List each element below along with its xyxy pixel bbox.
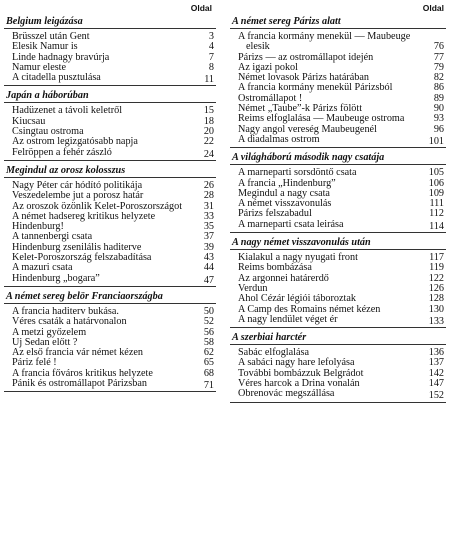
toc-entry-title: A marneparti sorsdöntő csata [238,167,357,179]
toc-entry-title: Brüsszel után Gent [12,31,90,42]
toc-entry-page-number: 93 [433,113,444,125]
toc-entry-title: A francia haditerv bukása. [12,305,119,317]
toc-entry-title: Elesik Namur is [12,41,78,53]
toc-entry-page-number: 119 [429,262,444,274]
toc-entry-page-number: 152 [428,390,444,402]
section-title-a-szerbiai-harcter: A szerbiai harctér [230,331,446,345]
toc-entry-title: A francia „Hindenburg” [238,177,336,189]
toc-entry-title: Obrenovác megszállása [238,388,335,400]
toc-entry-title: A német hadsereg kritikus helyzete [12,210,156,222]
toc-entry-title: A német visszavonulás [238,198,332,210]
toc-entry-page-number: 58 [203,336,214,348]
toc-entry-title: A citadella pusztulása [12,72,101,84]
toc-entry-title: Párizs felszabadul [238,208,312,220]
toc-entry[interactable] [4,73,216,86]
toc-entry-title: Páriz felé ! [12,357,57,369]
toc-entry-page-number: 117 [429,252,444,264]
toc-entry-page-number: 44 [203,262,214,274]
toc-entry-title: A diadalmas ostrom [238,133,320,145]
toc-entry-title: Hindenburg zsenilális haditerve [12,241,142,253]
toc-entry-page-number: 106 [428,177,444,189]
toc-entry-title: Kiucsau [12,115,46,127]
toc-entry-page-number: 56 [203,326,214,338]
toc-entry-title: A metzi győzelem [12,326,87,338]
toc-entry-title: Német „Taube”-k Párizs fölött [238,103,363,115]
toc-entry-title: A nagy lendület véget ér [238,313,338,325]
toc-entry-page-number: 8 [208,61,214,73]
toc-entry-title: A Camp des Romains német kézen [238,303,381,315]
toc-entry-title: Hindenburg! [12,221,64,233]
toc-entry-page-number: 71 [203,380,214,392]
toc-entry-title: A francia kormány menekül — Maubeuge elesik [238,31,411,53]
toc-entry-title: Sabác elfoglalása [238,347,309,359]
toc-entry[interactable] [4,148,216,161]
toc-entry-page-number: 133 [428,315,444,327]
toc-entry[interactable] [230,135,446,148]
toc-entry-page-number: 28 [203,190,214,202]
toc-entry-page-number: 105 [428,167,444,179]
toc-entry-title: Reims bombázása [238,262,312,274]
toc-entry-title: A sabáci nagy hare lefolyása [238,357,355,369]
toc-entry-title: Hadüzenet a távoli keletről [12,105,123,117]
toc-entry-page-number: 62 [203,347,214,359]
toc-entry-page-number: 111 [429,198,444,210]
toc-entry-title: Párizs — az ostromállapot idején [238,51,374,63]
toc-entry-page-number: 86 [433,82,444,94]
toc-entry[interactable] [230,389,446,402]
toc-entry-page-number: 39 [203,241,214,253]
toc-entry-page-number: 3 [208,31,214,42]
toc-entry[interactable] [4,274,216,287]
left-column [4,2,216,395]
section-title-belgium-leigazasa: Belgium leigázása [4,15,216,29]
toc-entry-title: Verdun [238,282,268,294]
toc-entry-page-number: 11 [204,74,214,86]
section-title-a-nemet-sereg-parizs-alatt: A német sereg Párizs alatt [230,15,446,29]
toc-entry-title: Felröppen a fehér zászló [12,146,112,158]
page-column-header: Oldal [190,3,212,13]
toc-entry-page-number: 26 [203,179,214,191]
toc-entry-title: Az ostrom legizgatósabb napja [12,136,138,148]
toc-entry-page-number: 15 [203,105,214,117]
toc-entry-page-number: 126 [428,282,444,294]
toc-entry-page-number: 130 [428,303,444,315]
toc-entry-page-number: 22 [203,136,214,148]
toc-entry-title: A francia főváros kritikus helyzete [12,367,153,379]
section-title-japan-a-haboruban: Japán a háborúban [4,89,216,103]
section-title-a-nemet-sereg-belor-franciaorszagba: A német sereg belör Franciaországba [4,290,216,304]
toc-entry-title: A mazuri csata [12,262,73,274]
toc-entry-page-number: 112 [429,208,444,220]
toc-entry-page-number: 82 [433,72,444,84]
toc-entry-title: Véres harcok a Drina vonalán [238,378,360,390]
toc-entry-page-number: 35 [203,221,214,233]
toc-entry-page-number: 96 [433,123,444,135]
toc-entry-page-number: 4 [208,41,214,53]
section-title-megindul-az-orosz-kolosszus: Megindul az orosz kolosszus [4,164,216,178]
toc-entry-page-number: 33 [203,210,214,222]
toc-entry-page-number: 147 [428,378,444,390]
toc-entry-page-number: 50 [203,305,214,317]
toc-entry-title: Az igazi pokol [238,61,298,73]
toc-entry-title: Kialakul a nagy nyugati front [238,252,358,264]
toc-entry-title: Ahol Cézár légiói táboroztak [238,293,356,305]
toc-entry-page-number: 128 [428,293,444,305]
toc-entry-page-number: 7 [208,51,214,63]
toc-entry-page-number: 65 [203,357,214,369]
toc-entry-title: Az argonnei határerdő [238,272,329,284]
toc-entry-page-number: 20 [203,126,214,138]
toc-entry-page-number: 89 [433,92,444,104]
toc-entry[interactable] [4,379,216,392]
toc-entry-page-number: 136 [428,347,444,359]
toc-entry-title: Német lovasok Párizs határában [238,72,369,84]
toc-entry-title: A tannenbergi csata [12,231,93,243]
toc-entry[interactable] [230,220,446,233]
toc-entry-page-number: 47 [203,274,214,286]
toc-entry-title: Reims elfoglalása — Maubeuge ostroma [238,113,405,125]
toc-entry-page-number: 79 [433,61,444,73]
toc-entry-page-number: 52 [203,316,214,328]
toc-entry-title: Kelet-Poroszország felszabadítása [12,252,152,264]
toc-entry-page-number: 43 [203,252,214,264]
toc-entry-page-number: 77 [433,51,444,63]
toc-entry-title: Csingtau ostroma [12,126,84,138]
toc-entry-page-number: 68 [203,367,214,379]
toc-entry-title: Uj Sedan előtt ? [12,336,78,348]
toc-entry-title: Pánik és ostromállapot Párizsban [12,378,147,390]
toc-entry-page-number: 109 [428,187,444,199]
toc-entry-page-number: 142 [428,367,444,379]
toc-entry-title: Ostromállapot ! [238,92,303,104]
toc-entry-title: A francia kormány menekül Párizsból [238,82,393,94]
toc-entry-title: Nagy angol vereség Maubeugenél [238,123,377,135]
toc-entry-title: Nagy Péter cár hódító politikája [12,179,143,191]
toc-entry-title: Véres csaták a határvonalon [12,316,127,328]
section-title-a-vilaghaboru-masodik-nagy-csataja: A világháború második nagy csatája [230,151,446,165]
toc-entry-page-number: 101 [428,135,444,147]
right-column [230,2,446,406]
toc-entry-page-number: 24 [203,148,214,160]
page-column-header: Oldal [422,3,444,13]
toc-entry-page-number: 76 [433,41,444,53]
toc-entry-page-number: 18 [203,115,214,127]
toc-entry-title: Az első francia vár német kézen [12,347,143,359]
toc-entry-page-number: 137 [428,357,444,369]
toc-entry-title: Hindenburg „bogara” [12,272,100,284]
toc-entry-page-number: 37 [203,231,214,243]
toc-entry-title: Megindul a nagy csata [238,187,330,199]
toc-entry[interactable] [230,315,446,328]
toc-entry-page-number: 122 [428,272,444,284]
toc-entry-title: Veszedelembe jut a porosz határ [12,190,144,202]
toc-entry[interactable] [230,32,446,53]
toc-entry-title: Az oroszok özönlik Kelet-Poroszországot [12,200,183,212]
toc-entry-title: Linde hadnagy bravúrja [12,51,110,63]
toc-entry-page-number: 31 [203,200,214,212]
toc-entry-title: A marneparti csata leirása [238,218,344,230]
toc-entry-page-number: 114 [429,220,444,232]
toc-entry-title: További bombázzuk Belgrádot [238,367,364,379]
section-title-a-nagy-nemet-visszavonulas-utan: A nagy német visszavonulás után [230,236,446,250]
toc-entry-page-number: 90 [433,103,444,115]
toc-entry-title: Namur eleste [12,61,67,73]
